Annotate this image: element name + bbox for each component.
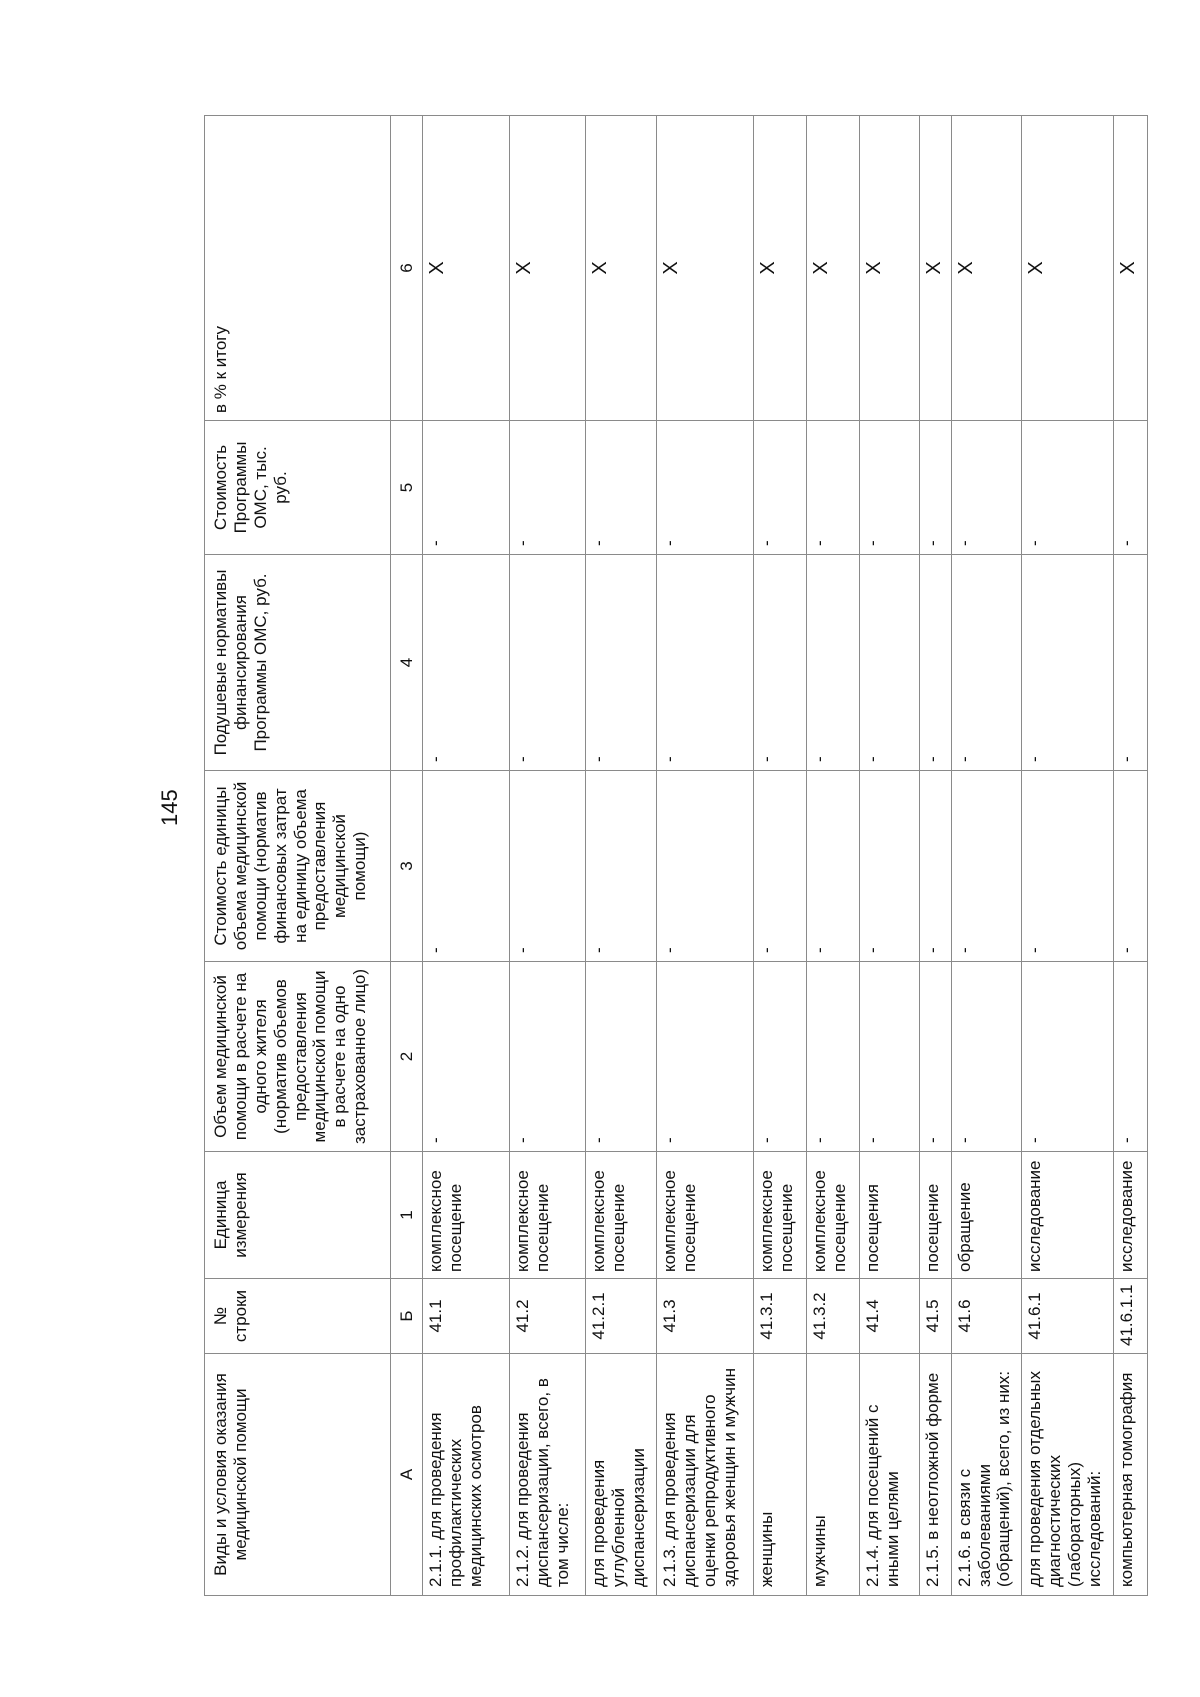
header-cell: Виды и условия оказания медицинской помощи — [205, 1354, 391, 1596]
unit-cost-cell: - — [951, 771, 1022, 962]
unit-cost-cell: - — [807, 771, 860, 962]
unit-cell: комплексное посещение — [586, 1152, 657, 1279]
service-type-cell: мужчины — [807, 1354, 860, 1596]
percent-of-total-cell: X — [509, 116, 585, 421]
volume-cell: - — [509, 962, 585, 1152]
unit-cell: исследование — [1114, 1152, 1148, 1279]
table-row — [754, 116, 807, 1596]
page-number: 145 — [157, 789, 182, 826]
percent-of-total-cell: X — [951, 116, 1022, 421]
percent-of-total-cell: X — [423, 116, 510, 421]
table-row — [1022, 116, 1114, 1596]
table-row — [423, 116, 510, 1596]
row-number-cell: 41.3 — [656, 1279, 754, 1354]
service-type-cell: 2.1.4. для посещений с иными целями — [860, 1354, 919, 1596]
percent-of-total-cell: X — [586, 116, 657, 421]
percent-of-total-cell: X — [919, 116, 951, 421]
column-number-row — [391, 116, 423, 1596]
row-number-cell: 41.6 — [951, 1279, 1022, 1354]
volume-cell: - — [754, 962, 807, 1152]
row-number-cell: 41.3.1 — [754, 1279, 807, 1354]
program-cost-cell: - — [754, 421, 807, 555]
column-number: 3 — [391, 771, 423, 962]
program-cost-cell: - — [423, 421, 510, 555]
row-number-cell: 41.6.1.1 — [1114, 1279, 1148, 1354]
percent-of-total-cell: X — [754, 116, 807, 421]
unit-cell: комплексное посещение — [807, 1152, 860, 1279]
per-capita-cell: - — [656, 555, 754, 771]
per-capita-cell: - — [509, 555, 585, 771]
unit-cell: обращение — [951, 1152, 1022, 1279]
unit-cost-cell: - — [586, 771, 657, 962]
program-cost-cell: - — [951, 421, 1022, 555]
service-type-cell: 2.1.3. для проведения диспансеризации для оценки репродуктивного здоровья женщин и мужчин — [656, 1354, 754, 1596]
column-number: 4 — [391, 555, 423, 771]
program-cost-cell: - — [1022, 421, 1114, 555]
volume-cell: - — [1022, 962, 1114, 1152]
header-cell: Единица измерения — [205, 1152, 391, 1279]
percent-of-total-cell: X — [860, 116, 919, 421]
unit-cell: посещение — [919, 1152, 951, 1279]
percent-of-total-cell: X — [1114, 116, 1148, 421]
unit-cell: комплексное посещение — [656, 1152, 754, 1279]
per-capita-cell: - — [586, 555, 657, 771]
per-capita-cell: - — [919, 555, 951, 771]
volume-cell: - — [423, 962, 510, 1152]
service-type-cell: для проведения углубленной диспансеризации — [586, 1354, 657, 1596]
header-cell: Объем медицинской помощи в расчете на одного жителя (норматив объемов предоставления медицинской помощи в расчете на одно застрахованное лицо) — [205, 962, 391, 1152]
row-number-cell: 41.2.1 — [586, 1279, 657, 1354]
per-capita-cell: - — [754, 555, 807, 771]
header-cell: в % к итогу — [205, 116, 391, 421]
program-cost-cell: - — [586, 421, 657, 555]
service-type-cell: компьютерная томография — [1114, 1354, 1148, 1596]
program-cost-cell: - — [860, 421, 919, 555]
unit-cost-cell: - — [656, 771, 754, 962]
row-number-cell: 41.1 — [423, 1279, 510, 1354]
per-capita-cell: - — [860, 555, 919, 771]
program-cost-cell: - — [1114, 421, 1148, 555]
per-capita-cell: - — [423, 555, 510, 771]
row-number-cell: 41.6.1 — [1022, 1279, 1114, 1354]
per-capita-cell: - — [1022, 555, 1114, 771]
program-cost-cell: - — [919, 421, 951, 555]
header-cell: Стоимость Программы ОМС, тыс. руб. — [205, 421, 391, 555]
table-row — [951, 116, 1022, 1596]
row-number-cell: 41.2 — [509, 1279, 585, 1354]
table-row — [860, 116, 919, 1596]
service-type-cell: 2.1.6. в связи с заболеваниями (обращений), всего, из них: — [951, 1354, 1022, 1596]
program-cost-cell: - — [807, 421, 860, 555]
rotated-table-container — [204, 116, 1148, 1596]
unit-cost-cell: - — [423, 771, 510, 962]
volume-cell: - — [807, 962, 860, 1152]
unit-cell: посещения — [860, 1152, 919, 1279]
column-number: 1 — [391, 1152, 423, 1279]
column-number: 6 — [391, 116, 423, 421]
column-number: 5 — [391, 421, 423, 555]
unit-cost-cell: - — [1022, 771, 1114, 962]
percent-of-total-cell: X — [807, 116, 860, 421]
row-number-cell: 41.5 — [919, 1279, 951, 1354]
table-row — [586, 116, 657, 1596]
column-number: А — [391, 1354, 423, 1596]
unit-cost-cell: - — [754, 771, 807, 962]
row-number-cell: 41.3.2 — [807, 1279, 860, 1354]
unit-cost-cell: - — [509, 771, 585, 962]
table-row — [656, 116, 754, 1596]
service-type-cell: 2.1.5. в неотложной форме — [919, 1354, 951, 1596]
percent-of-total-cell: X — [1022, 116, 1114, 421]
table-row — [919, 116, 951, 1596]
row-number-cell: 41.4 — [860, 1279, 919, 1354]
volume-cell: - — [586, 962, 657, 1152]
unit-cost-cell: - — [860, 771, 919, 962]
unit-cell: комплексное посещение — [423, 1152, 510, 1279]
percent-of-total-cell: X — [656, 116, 754, 421]
table-body — [423, 116, 1148, 1596]
service-type-cell: 2.1.2. для проведения диспансеризации, всего, в том числе: — [509, 1354, 585, 1596]
unit-cell: комплексное посещение — [754, 1152, 807, 1279]
unit-cost-cell: - — [1114, 771, 1148, 962]
per-capita-cell: - — [1114, 555, 1148, 771]
volume-cell: - — [951, 962, 1022, 1152]
program-cost-cell: - — [656, 421, 754, 555]
header-cell: № строки — [205, 1279, 391, 1354]
volume-cell: - — [656, 962, 754, 1152]
service-type-cell: женщины — [754, 1354, 807, 1596]
header-cell: Подушевые нормативы финансирования Программы ОМС, руб. — [205, 555, 391, 771]
service-type-cell: для проведения отдельных диагностических (лабораторных) исследований: — [1022, 1354, 1114, 1596]
table-row — [807, 116, 860, 1596]
table-row — [1114, 116, 1148, 1596]
volume-cell: - — [1114, 962, 1148, 1152]
unit-cost-cell: - — [919, 771, 951, 962]
volume-cell: - — [860, 962, 919, 1152]
service-type-cell: 2.1.1. для проведения профилактических медицинских осмотров — [423, 1354, 510, 1596]
unit-cell: исследование — [1022, 1152, 1114, 1279]
per-capita-cell: - — [807, 555, 860, 771]
per-capita-cell: - — [951, 555, 1022, 771]
column-number: Б — [391, 1279, 423, 1354]
column-number: 2 — [391, 962, 423, 1152]
volume-cell: - — [919, 962, 951, 1152]
financing-table — [204, 115, 1148, 1596]
unit-cell: комплексное посещение — [509, 1152, 585, 1279]
header-cell: Стоимость единицы объема медицинской помощи (норматив финансовых затрат на единицу объема предоставления медицинской помощи) — [205, 771, 391, 962]
table-row — [509, 116, 585, 1596]
program-cost-cell: - — [509, 421, 585, 555]
table-header-row — [205, 116, 391, 1596]
